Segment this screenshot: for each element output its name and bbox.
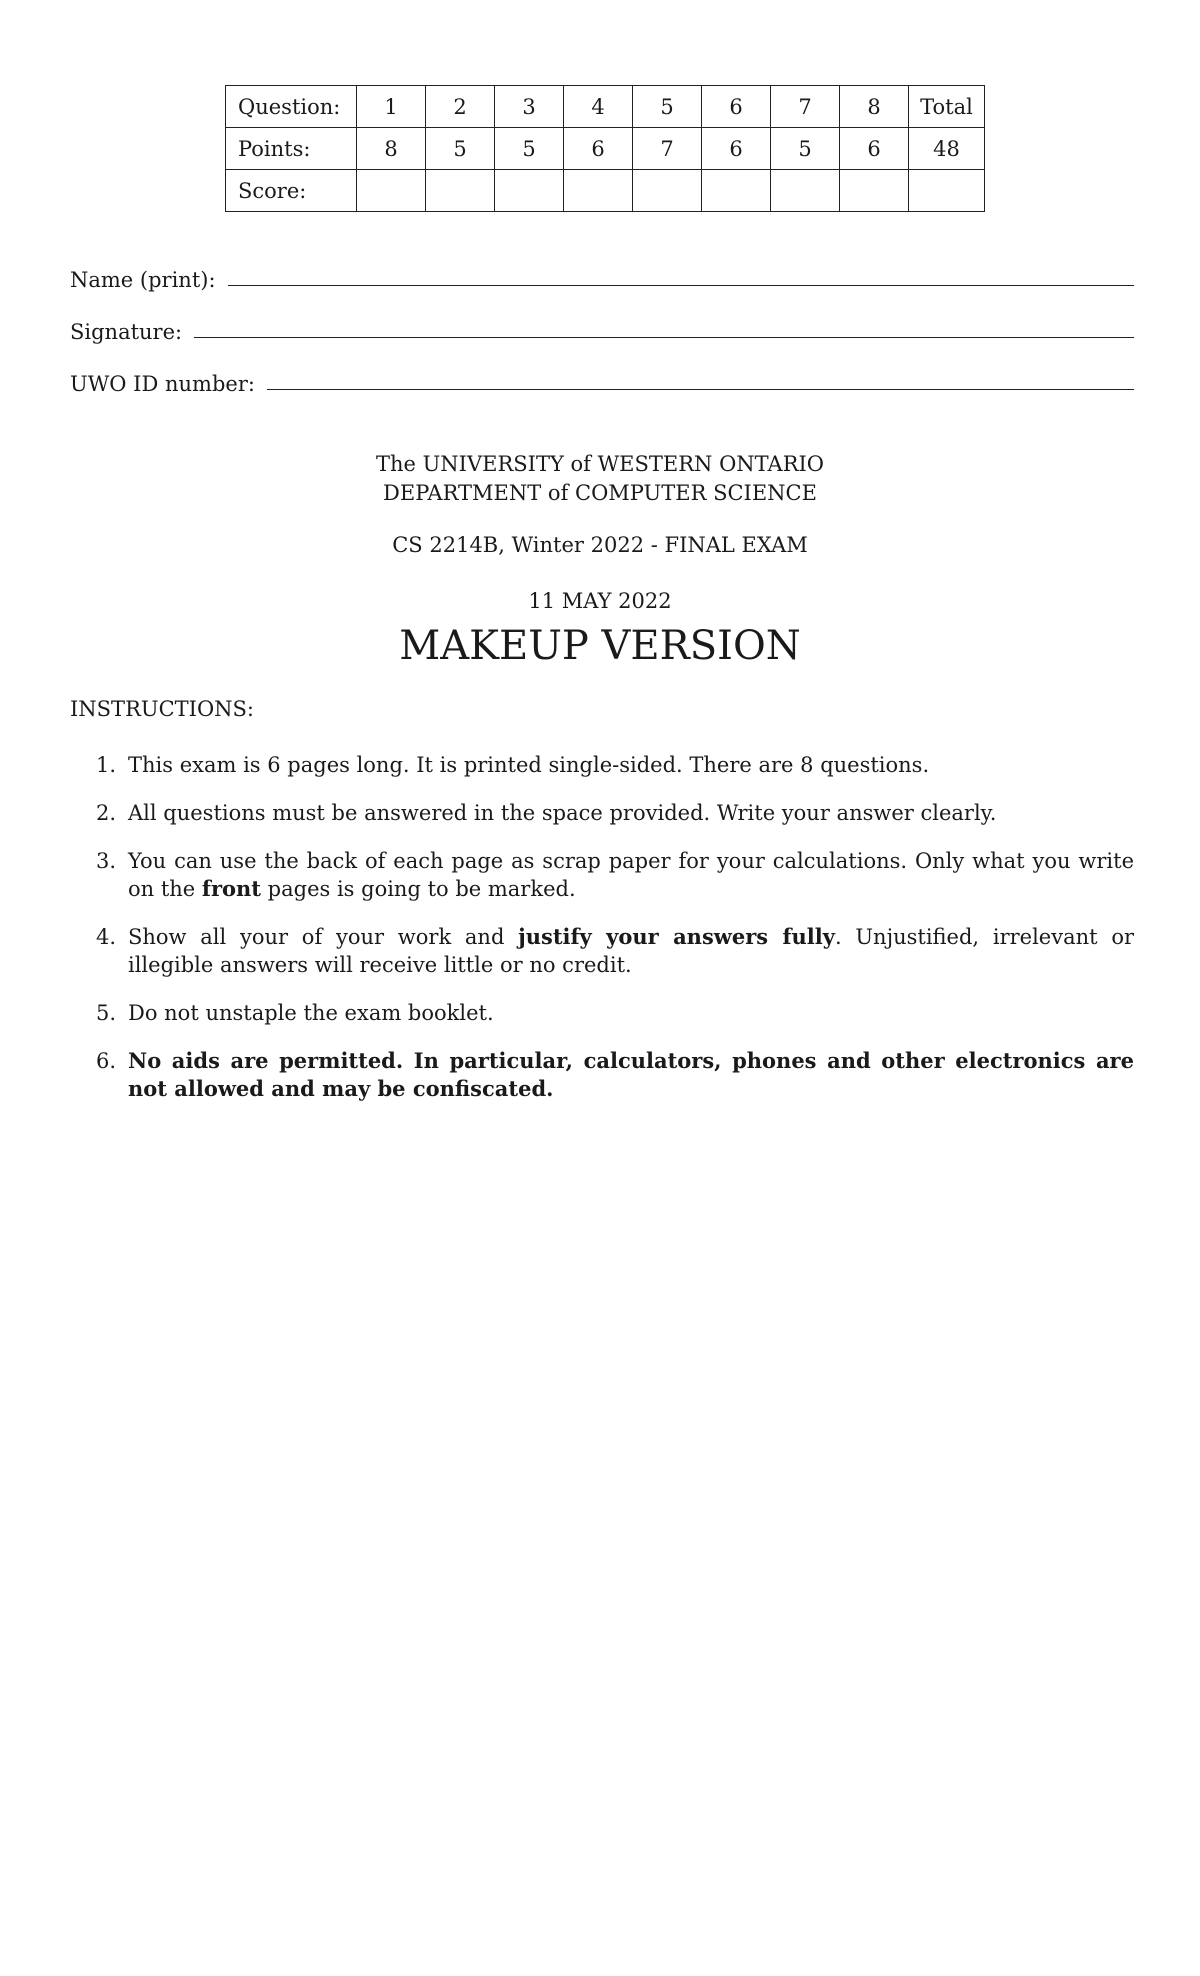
id-field (70, 372, 1134, 396)
instruction-emphasis: front (201, 876, 261, 901)
score-row (226, 170, 985, 212)
version-title: MAKEUP VERSION (399, 623, 801, 669)
points-cell: 5 (771, 128, 840, 170)
instruction-text: All questions must be answered in the space provided. Write your answer clearly. (128, 801, 997, 825)
instruction-number: 2. (96, 801, 117, 825)
signature-line[interactable] (194, 336, 1134, 338)
instruction-text: This exam is 6 pages long. It is printed single-sided. There are 8 questions. (128, 753, 930, 777)
points-cell: 6 (840, 128, 909, 170)
points-cell: 5 (495, 128, 564, 170)
instruction-emphasis: justify your answers fully (518, 924, 835, 949)
instruction-item (70, 799, 1134, 827)
course-title: CS 2214B, Winter 2022 - FINAL EXAM (392, 533, 808, 557)
score-row-label: Score: (226, 170, 357, 212)
score-cell[interactable] (702, 170, 771, 212)
score-cell[interactable] (357, 170, 426, 212)
instruction-number: 6. (96, 1049, 117, 1073)
question-row-label: Question: (226, 86, 357, 128)
signature-field (70, 320, 1134, 344)
instructions-list (70, 751, 1134, 1123)
instruction-item (70, 999, 1134, 1027)
question-cell: 6 (702, 86, 771, 128)
instructions-heading: INSTRUCTIONS: (70, 697, 254, 721)
points-row (226, 128, 985, 170)
question-cell: 8 (840, 86, 909, 128)
score-cell[interactable] (495, 170, 564, 212)
instruction-item (70, 751, 1134, 779)
university-name: The UNIVERSITY of WESTERN ONTARIO (375, 452, 825, 476)
grading-table (225, 85, 985, 212)
question-cell: 1 (357, 86, 426, 128)
instruction-number: 5. (96, 1001, 117, 1025)
points-cell: 8 (357, 128, 426, 170)
question-cell: 4 (564, 86, 633, 128)
points-row-label: Points: (226, 128, 357, 170)
total-score-cell[interactable] (909, 170, 985, 212)
points-cell: 6 (702, 128, 771, 170)
instruction-text: Do not unstaple the exam booklet. (128, 1001, 494, 1025)
points-cell: 6 (564, 128, 633, 170)
exam-date: 11 MAY 2022 (528, 589, 672, 613)
id-line[interactable] (267, 388, 1134, 390)
name-field (70, 268, 1134, 292)
name-line[interactable] (228, 284, 1134, 286)
points-cell: 5 (426, 128, 495, 170)
instruction-text: . Unjustified, irrelevant or illegible answers will receive little or no credit. (128, 925, 1134, 977)
instruction-emphasis: No aids are permitted. In particular, calculators, phones and other electronics are not allowed and may be confiscated. (128, 1048, 1134, 1101)
question-cell: 3 (495, 86, 564, 128)
score-cell[interactable] (771, 170, 840, 212)
question-cell: 7 (771, 86, 840, 128)
question-cell: 5 (633, 86, 702, 128)
score-cell[interactable] (426, 170, 495, 212)
question-cell: 2 (426, 86, 495, 128)
instruction-item (70, 923, 1134, 979)
name-label: Name (print): (70, 268, 216, 292)
total-points-cell: 48 (909, 128, 985, 170)
instruction-text: pages is going to be marked. (261, 877, 576, 901)
instruction-number: 4. (96, 925, 117, 949)
instruction-number: 3. (96, 849, 117, 873)
instruction-text: You can use the back of each page as scrap paper for your calculations. Only what you write on the (128, 849, 1134, 901)
department-name: DEPARTMENT of COMPUTER SCIENCE (383, 481, 817, 505)
points-cell: 7 (633, 128, 702, 170)
score-cell[interactable] (840, 170, 909, 212)
instruction-item (70, 847, 1134, 903)
total-header-cell: Total (909, 86, 985, 128)
id-label: UWO ID number: (70, 372, 255, 396)
instruction-number: 1. (96, 753, 117, 777)
signature-label: Signature: (70, 320, 183, 344)
score-cell[interactable] (633, 170, 702, 212)
instruction-item (70, 1047, 1134, 1103)
instruction-text: Show all your of your work and (128, 925, 519, 949)
question-row (226, 86, 985, 128)
score-cell[interactable] (564, 170, 633, 212)
